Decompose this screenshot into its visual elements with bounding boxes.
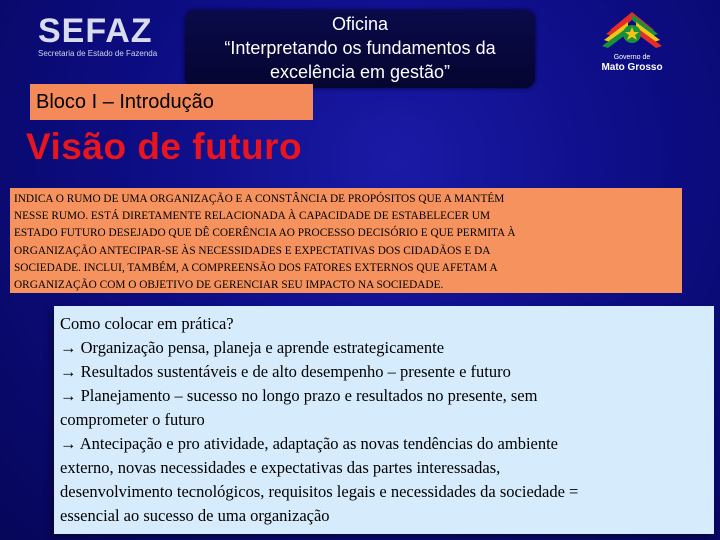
definition-line: ESTADO FUTURO DESEJADO QUE DÊ COERÊNCIA AO PROCESSO DECISÓRIO E QUE PERMITA À	[14, 227, 516, 240]
practice-box	[54, 306, 714, 534]
practice-line: → Organização pensa, planeja e aprende estrategicamente	[60, 338, 445, 357]
definition-line: INDICA O RUMO DE UMA ORGANIZAÇÃO E A CONSTÂNCIA DE PROPÓSITOS QUE A MANTÉM	[14, 193, 505, 205]
state-name: Mato Grosso	[601, 62, 663, 73]
section-label: Bloco I – Introdução	[30, 84, 313, 120]
mato-grosso-caption	[596, 54, 668, 74]
sefaz-logo-word: SEFAZ	[38, 12, 153, 50]
title-line: excelência em gestão”	[269, 62, 451, 82]
definition-line: NESSE RUMO. ESTÁ DIRETAMENTE RELACIONADA À CAPACIDADE DE ESTABELECER UM	[14, 210, 491, 223]
page-title: Visão de futuro	[26, 126, 303, 167]
definition-line: ORGANIZAÇÃO ANTECIPAR-SE ÀS NECESSIDADES E EXPECTATIVAS DOS CIDADÃOS E DA	[14, 244, 491, 257]
practice-line: comprometer o futuro	[60, 410, 205, 429]
sefaz-logo-subtitle: Secretaria de Estado de Fazenda	[38, 49, 158, 58]
definition-line: SOCIEDADE. INCLUI, TAMBÉM, A COMPREENSÃO DOS FATORES EXTERNOS QUE AFETAM A	[14, 261, 498, 274]
practice-line: Como colocar em prática?	[60, 314, 234, 333]
mato-grosso-emblem	[602, 12, 662, 48]
practice-line: → Antecipação e pro atividade, adaptação as novas tendências do ambiente	[60, 434, 559, 453]
title-line: “Interpretando os fundamentos da	[224, 38, 496, 58]
definition-box	[10, 188, 682, 293]
workshop-title-box	[185, 10, 535, 88]
title-line: Oficina	[331, 14, 389, 34]
sefaz-logo	[38, 14, 178, 58]
practice-line: → Planejamento – sucesso no longo prazo e resultados no presente, sem	[60, 386, 538, 405]
practice-line: externo, novas necessidades e expectativas das partes interessadas,	[60, 458, 501, 477]
practice-line: essencial ao sucesso de uma organização	[60, 506, 330, 525]
practice-line: desenvolvimento tecnológicos, requisitos legais e necessidades da sociedade =	[60, 482, 579, 501]
definition-line: ORGANIZAÇÃO COM O OBJETIVO DE GERENCIAR SEU IMPACTO NA SOCIEDADE.	[14, 279, 444, 292]
practice-line: → Resultados sustentáveis e de alto desempenho – presente e futuro	[60, 362, 511, 381]
gov-label: Governo de	[613, 54, 651, 61]
